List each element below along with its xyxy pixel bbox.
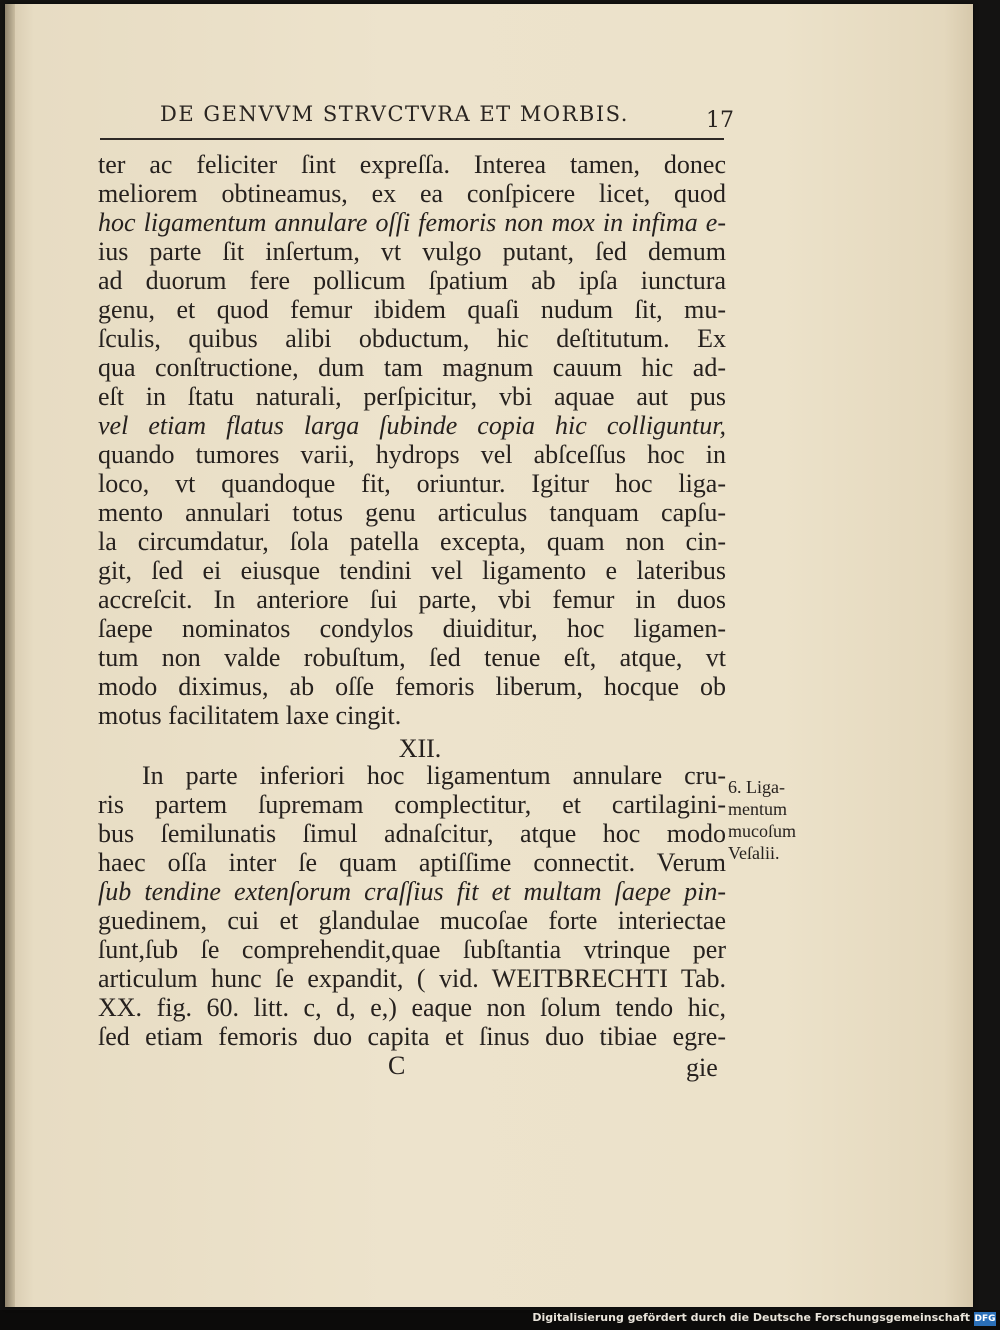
text-line: git, ſed ei eiusque tendini vel ligamento e lateribus	[98, 556, 726, 585]
text-line: tum non valde robuſtum, ſed tenue eſt, atque, vt	[98, 643, 726, 672]
text-line: vel etiam flatus larga ſubinde copia hic colliguntur,	[98, 411, 726, 440]
text-line: ſed etiam femoris duo capita et ſinus duo tibiae egre-	[98, 1022, 726, 1051]
text-line: ſculis, quibus alibi obductum, hic deſtitutum. Ex	[98, 324, 726, 353]
text-line: ter ac feliciter ſint expreſſa. Interea tamen, donec	[98, 150, 726, 179]
section-number: XII.	[398, 734, 442, 763]
paragraph-2	[98, 761, 726, 1051]
paragraph-1	[98, 150, 726, 730]
text-line: ad duorum fere pollicum ſpatium ab ipſa iunctura	[98, 266, 726, 295]
text-line: ſub tendine extenſorum craſſius fit et multam ſaepe pin-	[98, 877, 726, 906]
text-line: meliorem obtineamus, ex ea conſpicere licet, quod	[98, 179, 726, 208]
text-line: genu, et quod femur ibidem quaſi nudum ſit, mu-	[98, 295, 726, 324]
text-line: loco, vt quandoque fit, oriuntur. Igitur hoc liga-	[98, 469, 726, 498]
catchword: gie	[686, 1053, 718, 1082]
dfg-logo: DFG	[974, 1314, 996, 1324]
margin-note-line: 6. Liga-	[728, 777, 785, 797]
text-line: quando tumores varii, hydrops vel abſceſſus hoc in	[98, 440, 726, 469]
margin-note	[728, 776, 820, 864]
text-line: guedinem, cui et glandulae mucoſae forte interiectae	[98, 906, 726, 935]
text-line: la circumdatur, ſola patella excepta, quam non cin-	[98, 527, 726, 556]
footer-credit: Digitalisierung gefördert durch die Deutsche Forschungsgemeinschaft	[532, 1311, 970, 1324]
text-line: qua conſtructione, dum tam magnum cauum hic ad-	[98, 353, 726, 382]
text-line: ris partem ſupremam complectitur, et cartilagini-	[98, 790, 726, 819]
header-rule	[100, 138, 724, 140]
text-line: ius parte ſit inſertum, vt vulgo putant, ſed demum	[98, 237, 726, 266]
margin-note-line: Veſalii.	[728, 843, 780, 863]
page-edge-shadow	[5, 4, 15, 1307]
text-line: XX. fig. 60. litt. c, d, e,) eaque non ſolum tendo hic,	[98, 993, 726, 1022]
text-line: ſaepe nominatos condylos diuiditur, hoc ligamen-	[98, 614, 726, 643]
text-line: haec oſſa inter ſe quam aptiſſime connectit. Verum	[98, 848, 726, 877]
text-line: mento annulari totus genu articulus tanquam capſu-	[98, 498, 726, 527]
text-line: In parte inferiori hoc ligamentum annulare cru-	[142, 761, 726, 790]
text-line: hoc ligamentum annulare oſſi femoris non mox in infima e-	[98, 208, 726, 237]
page-number: 17	[706, 108, 734, 133]
signature-mark: C	[388, 1051, 406, 1080]
text-line: bus ſemilunatis ſimul adnaſcitur, atque hoc modo	[98, 819, 726, 848]
text-line: eſt in ſtatu naturali, perſpicitur, vbi aquae aut pus	[98, 382, 726, 411]
text-line: ſunt,ſub ſe comprehendit,quae ſubſtantia vtrinque per	[98, 935, 726, 964]
text-line: accreſcit. In anteriore ſui parte, vbi femur in duos	[98, 585, 726, 614]
text-line: articulum hunc ſe expandit, ( vid. WEITBRECHTI Tab.	[98, 964, 726, 993]
text-line: motus facilitatem laxe cingit.	[98, 701, 402, 730]
margin-note-line: mentum	[728, 799, 787, 819]
running-title: DE GENVVM STRVCTVRA ET MORBIS.	[160, 102, 629, 126]
text-line: modo diximus, ab oſſe femoris liberum, hocque ob	[98, 672, 726, 701]
margin-note-line: mucoſum	[728, 821, 796, 841]
